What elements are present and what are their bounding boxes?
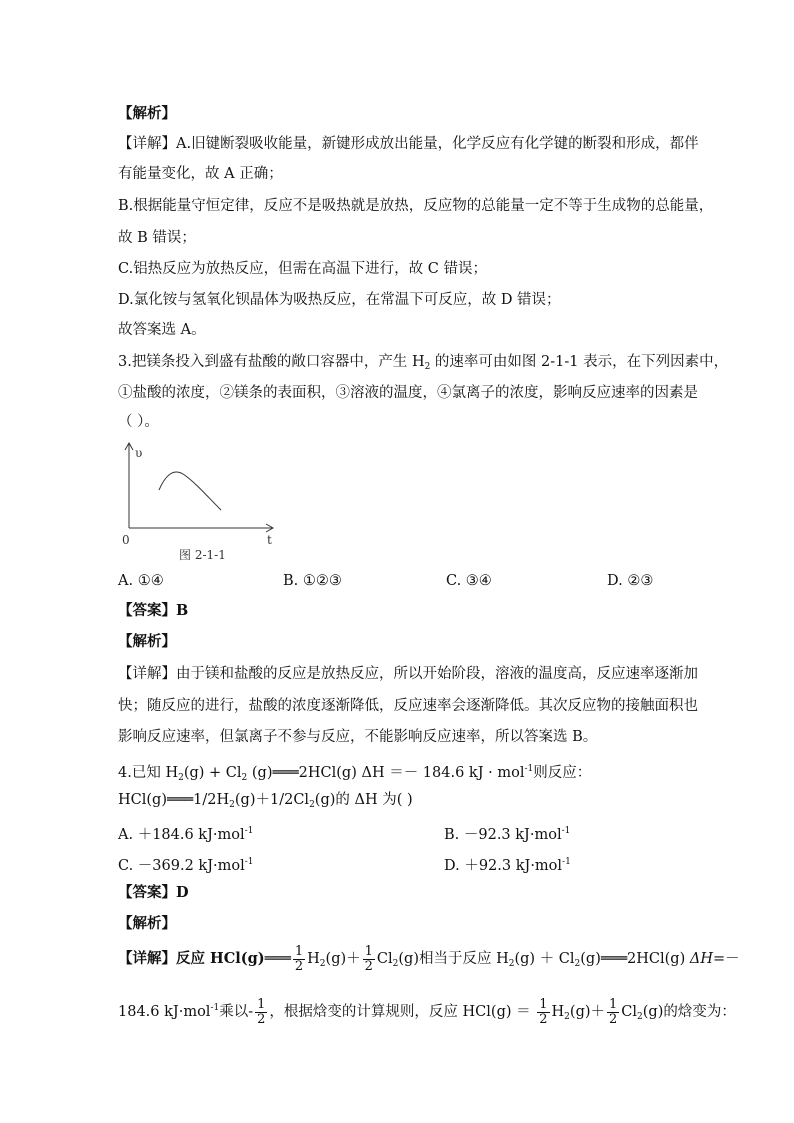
q4-detail-1: 【详解】反应 HCl(g)═══ $\frac{1}{2}$ $H_2(g)+$ $\frac{1}{2}$ $Cl_2(g)$相当于反应 $H_2(g)$ ＋ $Cl_2(g)═══2HCl(g)$ ΔH=－ (118, 943, 740, 974)
q3-option-d: D. ②③ (607, 573, 654, 589)
graph-caption: 图 2-1-1 (179, 548, 226, 562)
detail-line-4: 故 B 错误； (118, 230, 196, 246)
detail-line-2: 有能量变化，故 A 正确； (118, 166, 283, 182)
rate-curve (159, 472, 221, 510)
graph-y-label: υ (135, 446, 143, 460)
detail-line-7: 故答案选 A。 (118, 322, 206, 338)
q4-detail-2: 184.6 kJ·mol$^{-1}$乘以- $\frac{1}{2}$ ，根据焓变的计算规则，反应 HCl(g) ＝ $\frac{1}{2}$ $H_2(g)+$ $\frac{1}{2}$ $Cl_2(g)$的焓变为： (118, 996, 736, 1027)
q3-analysis-heading: 【解析】 (118, 633, 176, 650)
q4-option-b: B. －92.3 kJ·mol$^{-1}$ (444, 826, 571, 843)
question-3-line-2: ①盐酸的浓度，②镁条的表面积，③溶液的温度，④氯离子的浓度，影响反应速率的因素是 (118, 385, 698, 401)
detail-line-1: 【详解】A.旧键断裂吸收能量，新键形成放出能量，化学反应有化学键的断裂和形成，都伴 (118, 136, 699, 152)
graph-origin: 0 (122, 533, 130, 547)
detail-line-6: D.氯化铵与氢氧化钡晶体为吸热反应，在常温下可反应，故 D 错误； (118, 292, 561, 308)
q3-detail-1: 【详解】由于镁和盐酸的反应是放热反应，所以开始阶段，溶液的温度高，反应速率逐渐加 (118, 666, 698, 682)
fraction-half-3: $\frac{1}{2}$ (257, 996, 266, 1027)
fraction-half-2: $\frac{1}{2}$ (364, 943, 373, 974)
analysis-heading: 【解析】 (118, 105, 176, 122)
question-3-line-1: 3.把镁条投入到盛有盐酸的敞口容器中，产生 $H_2$ 的速率可由如图 2-1-1 表示，在下列因素中， (118, 354, 729, 372)
q3-answer: 【答案】B (118, 602, 189, 619)
question-3-line-3: （ ）。 (118, 414, 159, 430)
q3-detail-2: 快；随反应的进行，盐酸的浓度逐渐降低，反应速率会逐渐降低。其次反应物的接触面积也 (118, 698, 698, 714)
q3-detail-3: 影响反应速率，但氯离子不参与反应，不能影响反应速率，所以答案选 B。 (118, 729, 598, 745)
q4-option-d: D. ＋92.3 kJ·mol$^{-1}$ (444, 857, 571, 874)
question-4-line-1: 4.已知 $H_2(g) + Cl_2$ (g)═══2HCl(g) ΔH ＝－ 184.6 kJ · mol$^{-1}$则反应： (118, 764, 592, 783)
fraction-half-5: $\frac{1}{2}$ (609, 996, 618, 1027)
q3-option-a: A. ①④ (118, 573, 164, 589)
detail-line-3: B.根据能量守恒定律，反应不是吸热就是放热，反应物的总能量一定不等于生成物的总能量， (118, 198, 714, 214)
q4-option-c: C. －369.2 kJ·mol$^{-1}$ (118, 857, 254, 874)
q3-option-b: B. ①②③ (283, 573, 342, 589)
rate-time-graph (115, 438, 285, 568)
q4-option-a: A. ＋184.6 kJ·mol$^{-1}$ (118, 826, 254, 843)
fraction-half-4: $\frac{1}{2}$ (539, 996, 548, 1027)
detail-line-5: C.铝热反应为放热反应，但需在高温下进行，故 C 错误； (118, 261, 487, 277)
graph-x-label: t (267, 533, 272, 547)
fraction-half-1: $\frac{1}{2}$ (294, 943, 304, 974)
question-4-line-2: $HCl(g)═══1/2H_2(g)+1/2Cl_2(g)$的 ΔH 为( ) (118, 792, 413, 810)
q4-analysis-heading: 【解析】 (118, 915, 176, 932)
q3-option-c: C. ③④ (446, 573, 492, 589)
q4-answer: 【答案】D (118, 884, 189, 901)
